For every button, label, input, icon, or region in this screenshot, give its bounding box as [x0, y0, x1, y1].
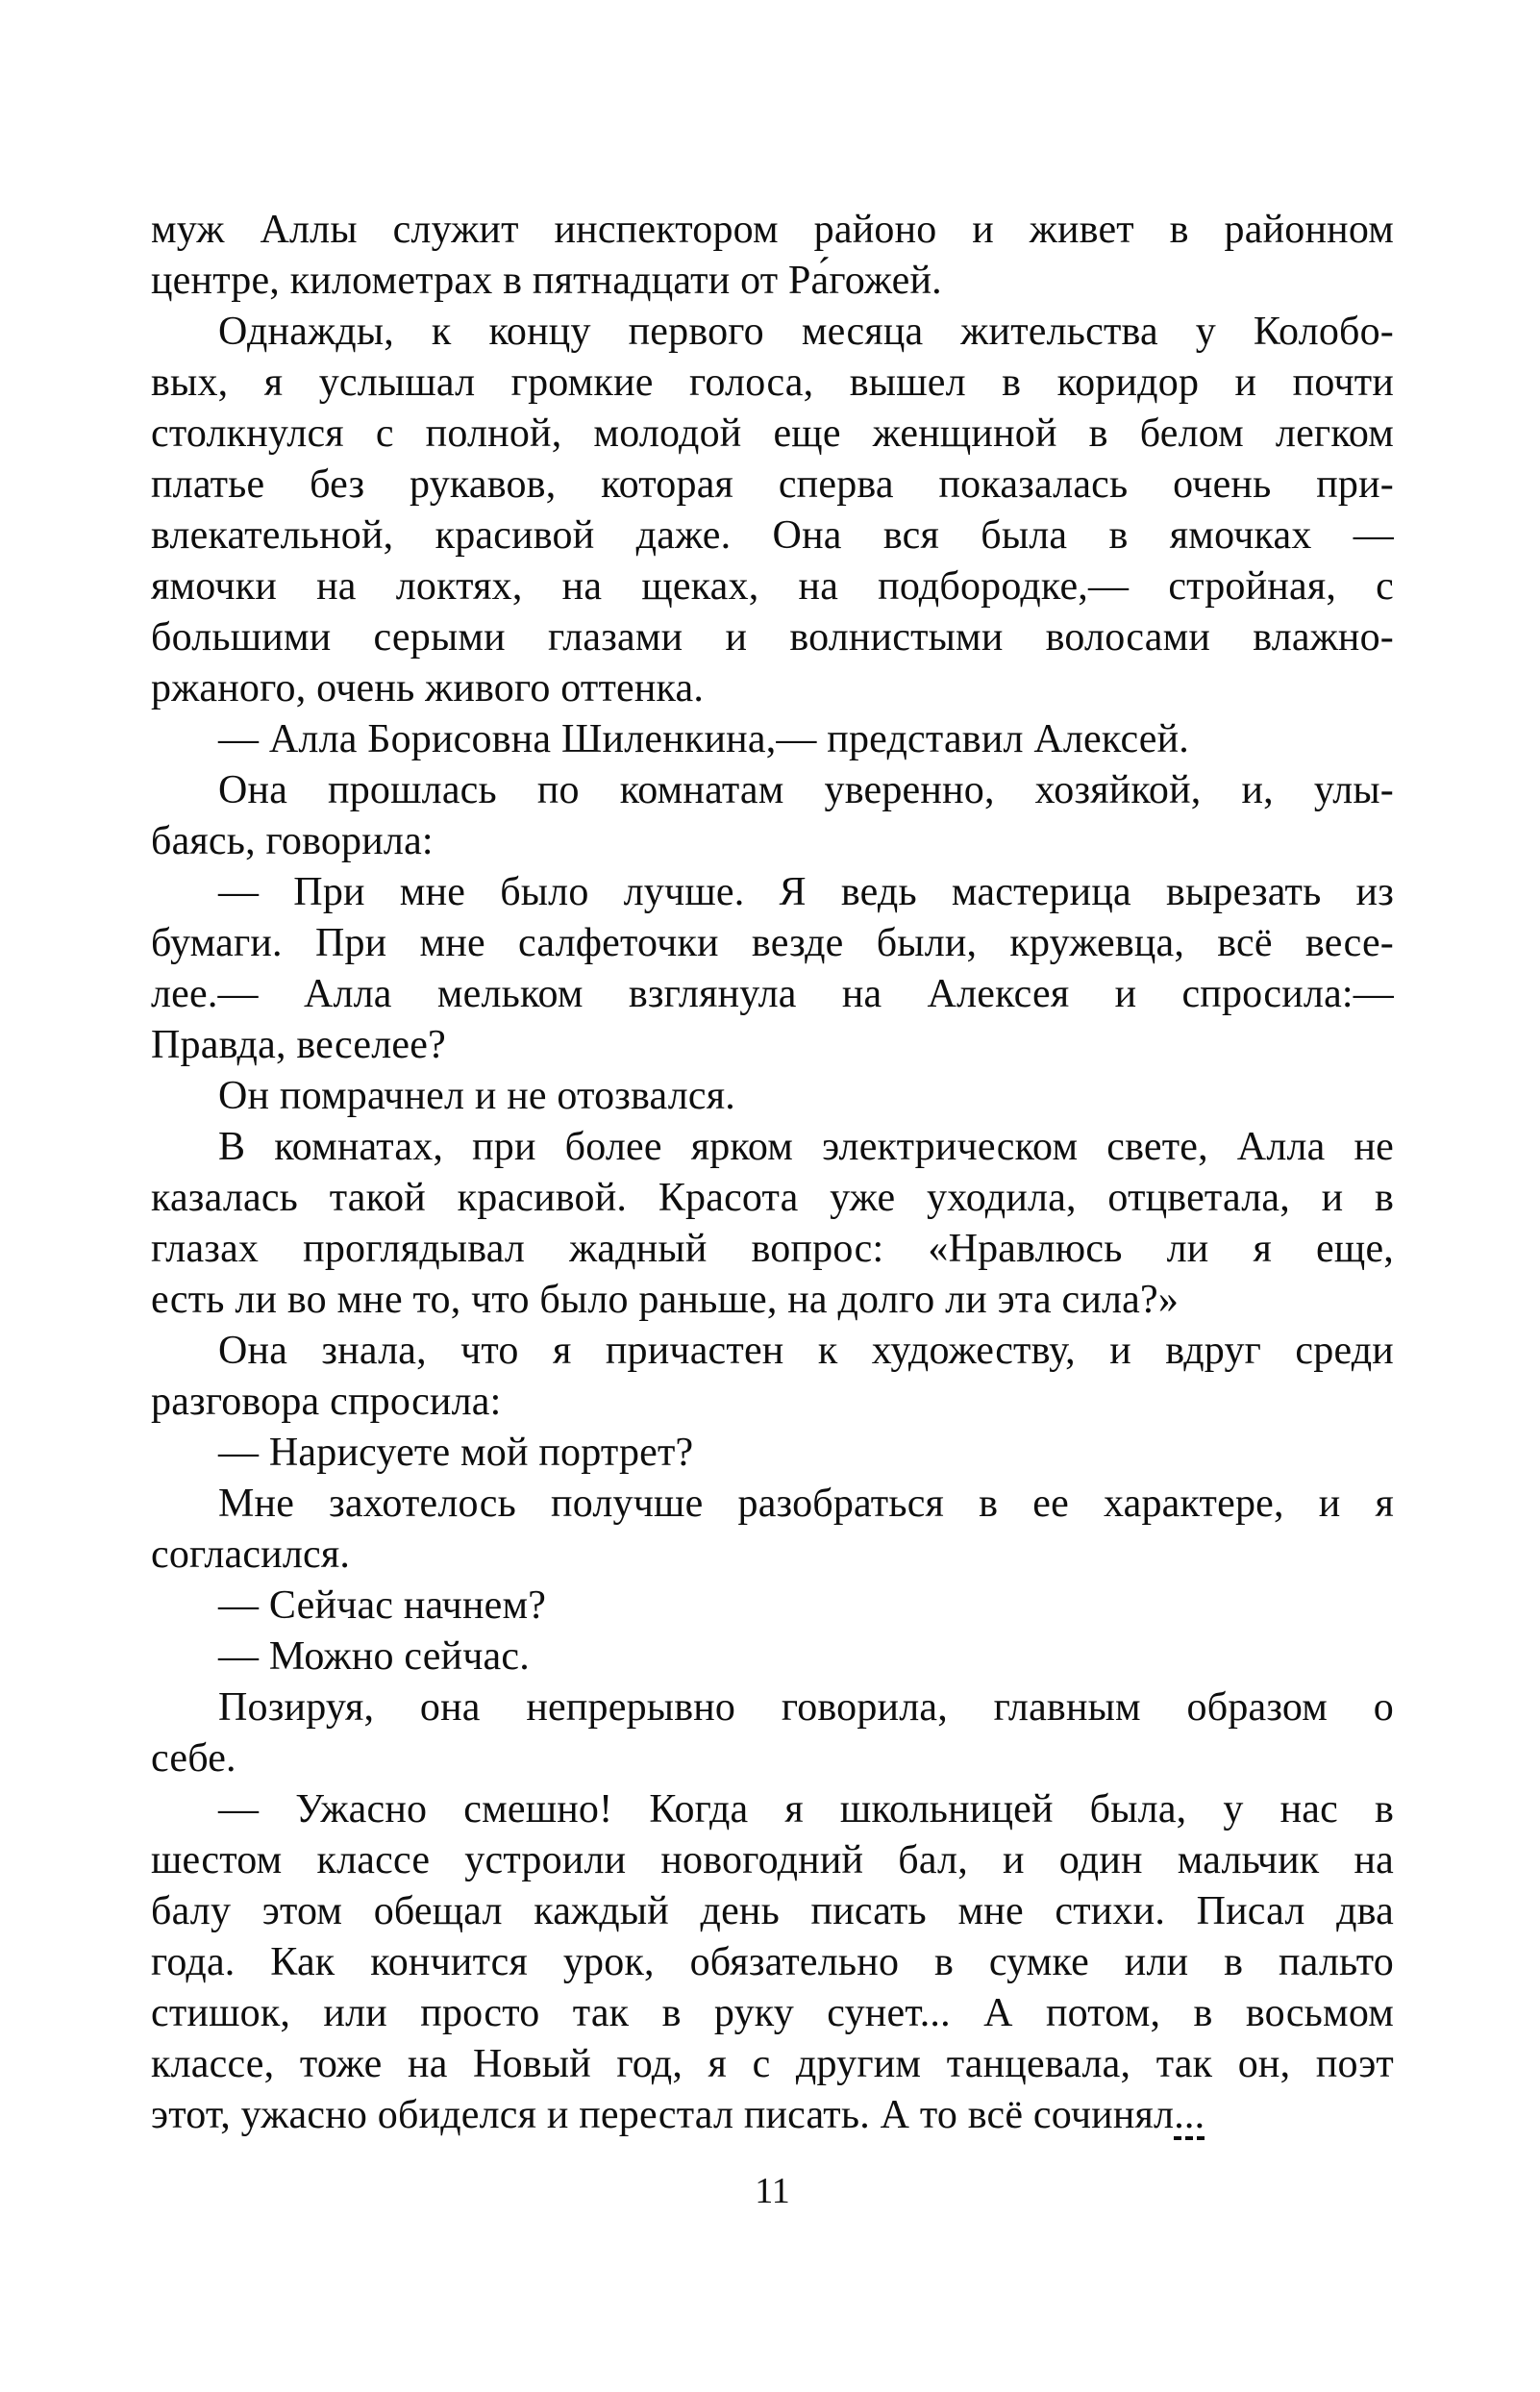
text-line-10: ржаного, очень живого оттенка. — [151, 666, 705, 710]
text-line-35: года. Как кончится урок, обязательно в сумке или в пальто — [151, 1940, 1394, 1984]
text-line-7: влекательной, красивой даже. Она вся была в ямочках — — [151, 513, 1394, 558]
text-line-30: Позируя, она непрерывно говорила, главным образом о — [218, 1685, 1394, 1730]
text-line-37: классе, тоже на Новый год, я с другим танцевала, так он, поэт — [151, 2042, 1394, 2086]
text-line-18: Он помрачнел и не отозвался. — [218, 1074, 735, 1118]
text-line-6: платье без рукавов, которая сперва показалась очень при- — [151, 462, 1394, 507]
text-line-15: бумаги. При мне салфеточки везде были, кружевца, всё весе- — [151, 921, 1394, 965]
text-line-1: муж Аллы служит инспектором районо и живет в районном — [151, 208, 1394, 252]
text-line-3: Однажды, к концу первого месяца жительства у Колобо- — [218, 310, 1394, 354]
text-line-13: баясь, говорила: — [151, 819, 434, 863]
text-line-14: — При мне было лучше. Я ведь мастерица вырезать из — [218, 870, 1394, 914]
text-line-38: этот, ужасно обиделся и перестал писать. А то всё сочинял... — [151, 2093, 1205, 2137]
text-line-21: глазах проглядывал жадный вопрос: «Нравлюсь ли я еще, — [151, 1227, 1394, 1271]
text-line-33: шестом классе устроили новогодний бал, и один мальчик на — [151, 1838, 1394, 1882]
text-line-16: лее.— Алла мельком взглянула на Алексея и спросила:— — [151, 972, 1394, 1016]
text-line-8: ямочки на локтях, на щеках, на подбородке,— стройная, с — [151, 564, 1394, 609]
text-line-22: есть ли во мне то, что было раньше, на долго ли эта сила?» — [151, 1278, 1180, 1322]
text-line-4: вых, я услышал громкие голоса, вышел в коридор и почти — [151, 361, 1394, 405]
text-line-24: разговора спросила: — [151, 1380, 502, 1424]
text-line-23: Она знала, что я причастен к художеству, и вдруг среди — [218, 1329, 1394, 1373]
text-line-29: — Можно сейчас. — [218, 1634, 530, 1679]
text-line-34: балу этом обещал каждый день писать мне стихи. Писал два — [151, 1889, 1394, 1933]
page-number: 11 — [755, 2171, 790, 2211]
text-line-32: — Ужасно смешно! Когда я школьницей была, у нас в — [218, 1787, 1394, 1831]
ellipsis-pencil-mark: ... — [1174, 2093, 1205, 2137]
text-line-36: стишок, или просто так в руку сунет... А потом, в восьмом — [151, 1991, 1394, 2035]
text-block — [151, 205, 1394, 2141]
text-line-19: В комнатах, при более ярком электрическом свете, Алла не — [218, 1125, 1394, 1169]
text-line-26: Мне захотелось получше разобраться в ее характере, и я — [218, 1482, 1394, 1526]
text-line-17: Правда, веселее? — [151, 1023, 446, 1067]
text-line-2: центре, километрах в пятнадцати от Ра́гожей. — [151, 259, 942, 303]
text-line-11: — Алла Борисовна Шиленкина,— представил Алексей. — [218, 717, 1190, 761]
text-line-12: Она прошлась по комнатам уверенно, хозяйкой, и, улы- — [218, 768, 1394, 812]
text-line-31: себе. — [151, 1736, 236, 1781]
text-line-9: большими серыми глазами и волнистыми волосами влажно- — [151, 615, 1394, 660]
text-line-5: столкнулся с полной, молодой еще женщиной в белом легком — [151, 411, 1394, 456]
text-line-28: — Сейчас начнем? — [218, 1583, 547, 1628]
text-line-25: — Нарисуете мой портрет? — [218, 1431, 694, 1475]
text-line-20: казалась такой красивой. Красота уже уходила, отцветала, и в — [151, 1176, 1394, 1220]
text-line-27: согласился. — [151, 1532, 351, 1577]
